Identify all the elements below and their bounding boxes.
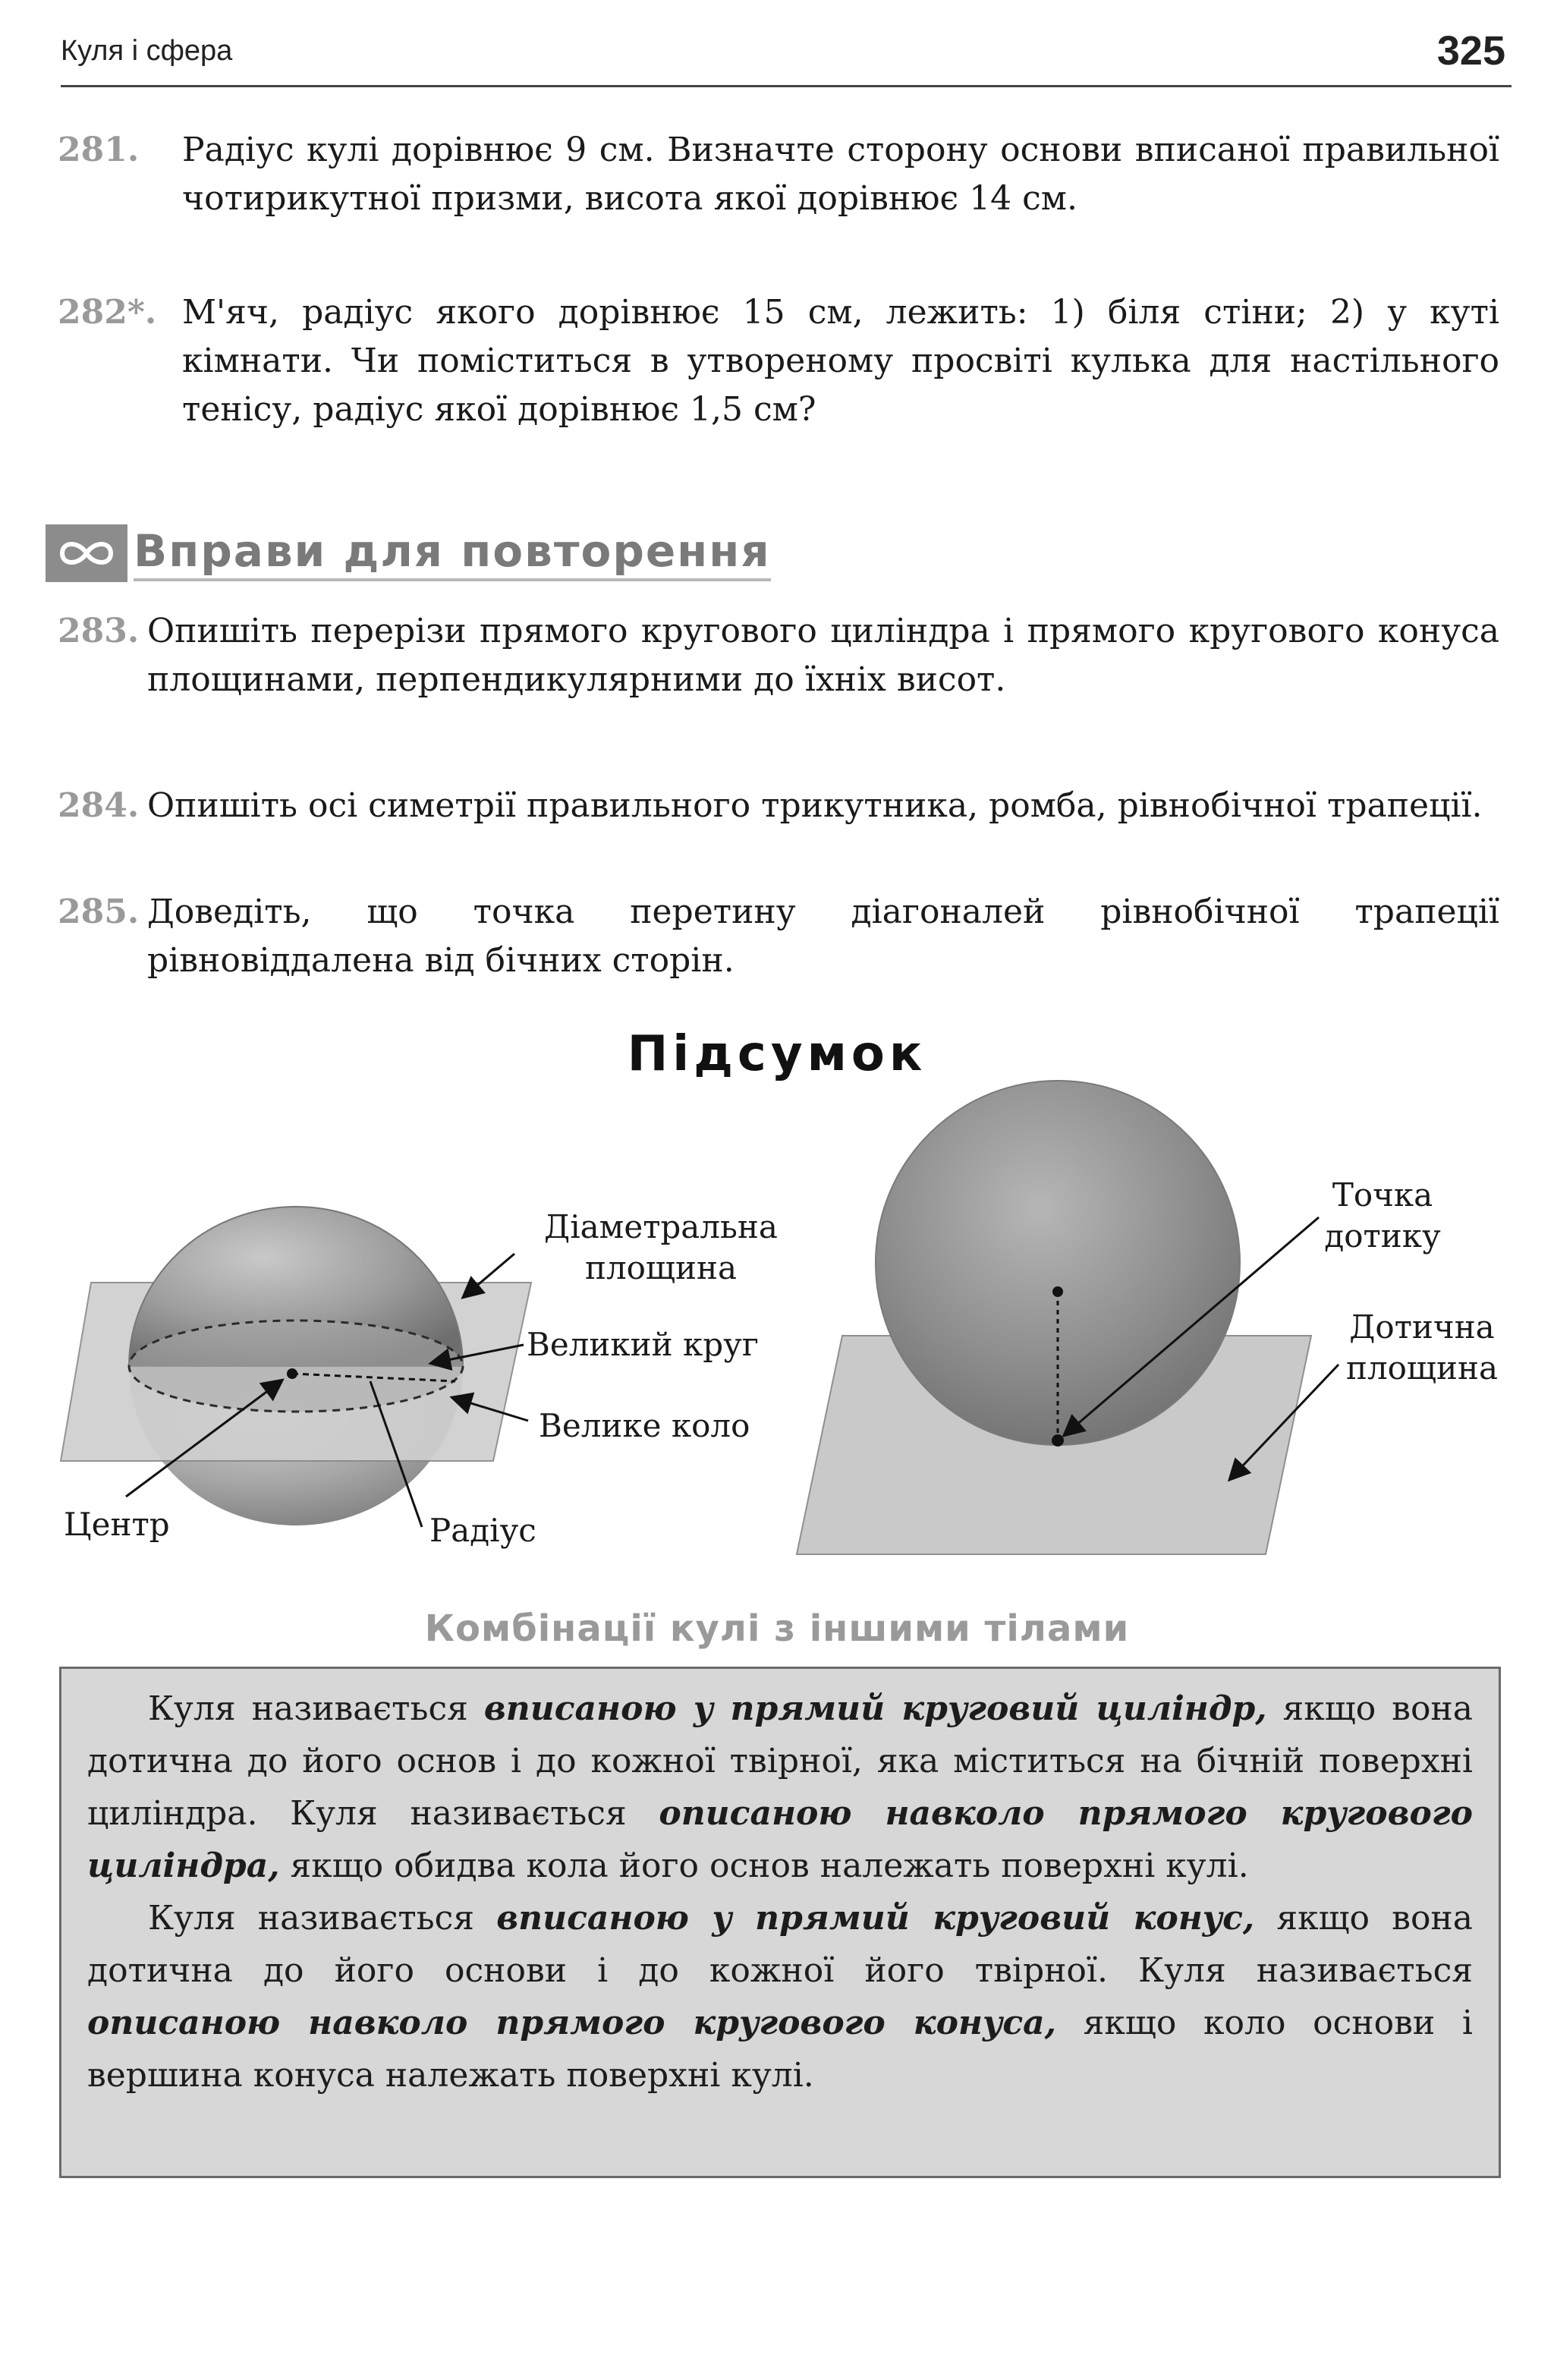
label-line: Діаметральна xyxy=(544,1208,778,1245)
exercise-number: 281. xyxy=(58,131,140,169)
section-title: Вправи для повторення xyxy=(134,525,771,581)
summary-title: Підсумок xyxy=(627,1026,927,1082)
sphere xyxy=(876,1081,1240,1445)
great-circle-label: Великий круг xyxy=(527,1326,759,1363)
exercise-number: 282*. xyxy=(58,293,157,332)
exercise-text: Радіус кулі дорівнює 9 см. Визначте сторону основи вписаної правильної чотирикутної призми, висота якої дорівнює 14 см. xyxy=(182,131,1499,218)
great-circle-line xyxy=(129,1321,463,1412)
text-run: якщо вона дотична до його основ і до кожної твірної, яка міститься на бічній поверхні циліндра. Куля називається xyxy=(87,1689,1473,1833)
definition-cylinder xyxy=(87,1683,1473,1892)
page-number: 325 xyxy=(1436,28,1505,74)
tangent-plane-label xyxy=(1323,1307,1521,1389)
definitions-box xyxy=(59,1667,1501,2178)
exercise-number: 284. xyxy=(58,786,140,825)
text-run: Куля називається xyxy=(148,1689,484,1728)
radius-label: Радіус xyxy=(429,1512,536,1549)
diametral-plane-diagram xyxy=(61,1207,531,1527)
center-label: Центр xyxy=(64,1506,170,1543)
term-inscribed-cylinder: вписаною у прямий круговий циліндр, xyxy=(483,1689,1267,1728)
exercise-text: М'яч, радіус якого дорівнює 15 см, лежить: 1) біля стіни; 2) у куті кімнати. Чи поміститься в утвореному просвіті кулька для настільного тенісу, радіус якої дорівнює 1,5 см? xyxy=(182,293,1499,429)
exercise-number: 285. xyxy=(58,892,140,931)
label-line: Дотична xyxy=(1349,1308,1495,1346)
diametral-plane-label xyxy=(513,1207,809,1289)
center-point xyxy=(287,1368,297,1379)
label-line: дотику xyxy=(1324,1217,1441,1255)
text-run: якщо вона дотична до його основи і до кожної його твірної. Куля називається xyxy=(87,1899,1473,1990)
tangent-point-label xyxy=(1299,1175,1466,1257)
running-title: Куля і сфера xyxy=(61,35,233,67)
text-run: Куля називається xyxy=(148,1899,497,1938)
tangent-plane-diagram xyxy=(797,1081,1339,1554)
text-run: якщо обидва кола його основ належать поверхні кулі. xyxy=(279,1846,1249,1885)
definition-cone xyxy=(87,1892,1473,2101)
exercise-text: Доведіть, що точка перетину діагоналей рівнобічної трапеції рівновіддалена від бічних сторін. xyxy=(147,892,1499,980)
label-line: площина xyxy=(584,1249,738,1286)
combinations-title: Комбінації кулі з іншими тілами xyxy=(424,1607,1130,1650)
exercise-text: Опишіть перерізи прямого кругового циліндра і прямого кругового конуса площинами, перпендикулярними до їхніх висот. xyxy=(147,612,1499,699)
text-run: якщо коло основи і вершина конуса належать поверхні кулі. xyxy=(87,2004,1474,2095)
tangent-point xyxy=(1052,1434,1064,1447)
great-circle-line-label: Велике коло xyxy=(539,1407,750,1444)
sphere-center-point xyxy=(1052,1286,1063,1297)
label-line: площина xyxy=(1345,1349,1499,1387)
term-circumscribed-cone: описаною навколо прямого кругового конуса, xyxy=(87,2004,1056,2042)
exercise-text: Опишіть осі симетрії правильного трикутника, ромба, рівнобічної трапеції. xyxy=(147,786,1483,825)
exercise-number: 283. xyxy=(58,612,140,650)
label-line: Точка xyxy=(1332,1176,1433,1214)
term-inscribed-cone: вписаною у прямий круговий конус, xyxy=(496,1899,1255,1938)
term-circumscribed-cylinder: описаною навколо прямого кругового циліндра, xyxy=(87,1794,1473,1885)
